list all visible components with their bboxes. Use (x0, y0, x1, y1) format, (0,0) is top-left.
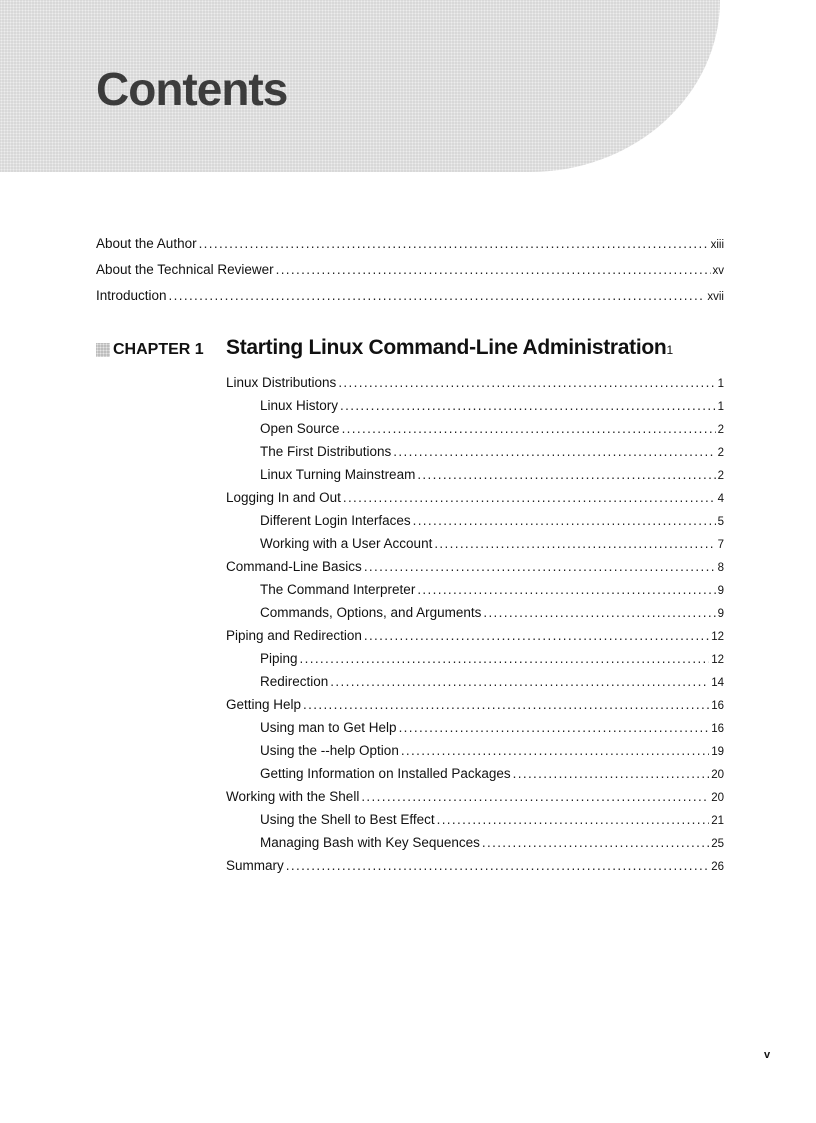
toc-entry-label: Using the --help Option (260, 743, 399, 758)
toc-entry-label: Different Login Interfaces (260, 513, 411, 528)
chapter-page: 1 (666, 343, 674, 357)
toc-entry[interactable] (260, 397, 724, 416)
dot-leader (401, 742, 709, 760)
toc-entry[interactable] (226, 489, 724, 508)
toc-entry-about-reviewer[interactable] (96, 261, 724, 280)
dot-leader (276, 261, 711, 279)
toc-entry-page: 4 (717, 493, 724, 505)
toc-entry-page: 21 (711, 815, 724, 827)
toc-entry-label: Introduction (96, 288, 167, 303)
dot-leader (342, 420, 716, 438)
toc-entry-page: 19 (711, 746, 724, 758)
toc-entry[interactable] (260, 535, 724, 554)
dot-leader (413, 512, 716, 530)
toc-entry-label: About the Author (96, 236, 197, 251)
toc-entry-page: 1 (717, 401, 724, 413)
toc-entry-page: 16 (711, 723, 724, 735)
dot-leader (364, 627, 709, 645)
toc-entry-page: 20 (711, 792, 724, 804)
toc-entry-page: 14 (711, 677, 724, 689)
dot-leader (338, 374, 715, 392)
toc-entry[interactable] (260, 443, 724, 462)
toc-entry[interactable] (226, 696, 724, 715)
toc-entry-label: Command-Line Basics (226, 559, 362, 574)
page-number: v (764, 1049, 771, 1061)
toc-entry-label: Working with the Shell (226, 789, 360, 804)
toc-entry[interactable] (226, 627, 724, 646)
dot-leader (437, 811, 710, 829)
toc-entry[interactable] (260, 581, 724, 600)
toc-entry-label: Linux History (260, 398, 339, 413)
toc-entry-page: 9 (717, 608, 724, 620)
toc-entry[interactable] (226, 788, 724, 807)
dot-leader (417, 581, 715, 599)
toc-entry-label: Getting Help (226, 697, 302, 712)
toc-entry-label: The Command Interpreter (260, 582, 416, 597)
toc-entry-page: 1 (717, 378, 724, 390)
dot-leader (482, 834, 709, 852)
chapter-heading[interactable] (96, 336, 724, 360)
toc-entry[interactable] (260, 834, 724, 853)
toc-entry-page: 7 (717, 539, 724, 551)
toc-entry[interactable] (260, 650, 724, 669)
toc-entry[interactable] (260, 420, 724, 439)
toc-entry-page: 16 (711, 700, 724, 712)
chapter-label (96, 341, 226, 359)
dot-leader (303, 696, 709, 714)
toc-entry-label: Using man to Get Help (260, 720, 397, 735)
toc-entry-page: 2 (717, 470, 724, 482)
dot-leader (513, 765, 710, 783)
toc-entry-label: The First Distributions (260, 444, 392, 459)
toc-entry-page: 2 (717, 447, 724, 459)
toc-entry-page: 8 (717, 562, 724, 574)
toc-entry-introduction[interactable] (96, 287, 724, 306)
toc-entry-page: 26 (711, 861, 724, 873)
toc-entry-page: 20 (711, 769, 724, 781)
toc-entry-label: Logging In and Out (226, 490, 341, 505)
toc-entry-page: 12 (711, 631, 724, 643)
toc-entry-page: xiii (710, 239, 724, 251)
dot-leader (417, 466, 715, 484)
toc-entry[interactable] (260, 604, 724, 623)
dot-leader (300, 650, 710, 668)
toc-entry[interactable] (260, 742, 724, 761)
dot-leader (434, 535, 715, 553)
toc-entry[interactable] (260, 719, 724, 738)
toc-entry-label: Working with a User Account (260, 536, 433, 551)
toc-entry-page: 5 (717, 516, 724, 528)
toc-entry-label: Using the Shell to Best Effect (260, 812, 435, 827)
dot-leader (361, 788, 709, 806)
dot-leader (364, 558, 716, 576)
toc-entry-page: 2 (717, 424, 724, 436)
toc-entry[interactable] (260, 466, 724, 485)
page-title: Contents (96, 63, 288, 115)
toc-entry-label: Linux Distributions (226, 375, 337, 390)
toc-entry-label: Summary (226, 858, 284, 873)
toc-entry-page: 9 (717, 585, 724, 597)
dot-leader (340, 397, 716, 415)
toc-entry-page: xvii (707, 291, 724, 303)
toc-entry[interactable] (226, 374, 724, 393)
dot-leader (330, 673, 709, 691)
dot-leader (393, 443, 715, 461)
dot-leader (169, 287, 706, 305)
toc-entry-label: Piping and Redirection (226, 628, 362, 643)
toc-entry-label: Managing Bash with Key Sequences (260, 835, 480, 850)
dot-leader (399, 719, 710, 737)
toc-entry-label: Redirection (260, 674, 329, 689)
toc-entry-about-author[interactable] (96, 235, 724, 254)
toc-entry[interactable] (260, 512, 724, 531)
dot-leader (343, 489, 716, 507)
toc-entry[interactable] (226, 558, 724, 577)
chapter-marker-icon (96, 343, 110, 357)
toc-entry-page: xv (712, 265, 724, 277)
dot-leader (483, 604, 715, 622)
toc-entry-label: Piping (260, 651, 298, 666)
toc-entry-page: 12 (711, 654, 724, 666)
dot-leader (199, 235, 709, 253)
chapter-label-text: CHAPTER 1 (113, 341, 204, 358)
toc-entry-page: 25 (711, 838, 724, 850)
toc-entry-label: Getting Information on Installed Packages (260, 766, 511, 781)
toc-entry-label: Open Source (260, 421, 340, 436)
toc-entry[interactable] (226, 857, 724, 876)
toc-entry-label: Linux Turning Mainstream (260, 467, 416, 482)
dot-leader (286, 857, 709, 875)
toc-entry-label: Commands, Options, and Arguments (260, 605, 482, 620)
toc-entry[interactable] (260, 673, 724, 692)
chapter-title: Starting Linux Command-Line Administration (226, 336, 667, 359)
toc-entry-label: About the Technical Reviewer (96, 262, 274, 277)
toc-entry[interactable] (260, 811, 724, 830)
toc-entry[interactable] (260, 765, 724, 784)
